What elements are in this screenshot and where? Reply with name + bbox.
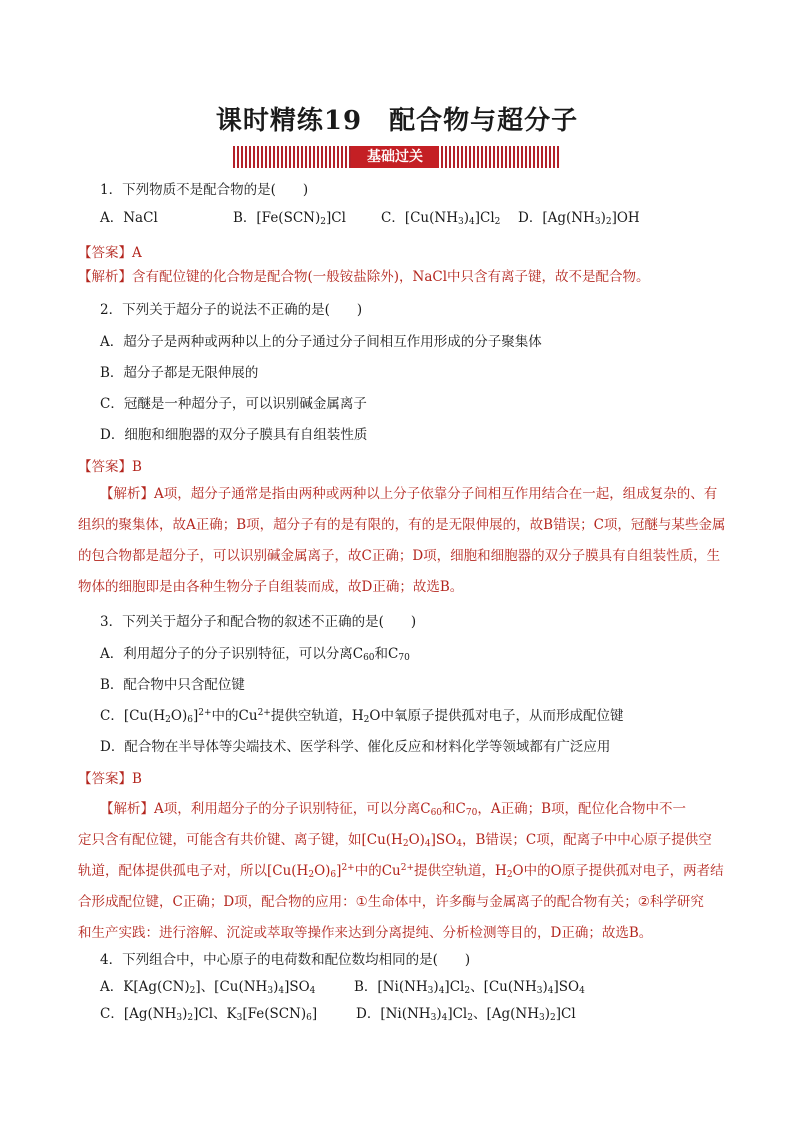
page-title: 课时精练19 配合物与超分子 (215, 106, 579, 136)
q3-analysis-line-5: 和生产实践：进行溶解、沉淀或萃取等操作来达到分离提纯、分析检测等目的，D正确；故选B。 (78, 925, 653, 941)
q1-option-d: D．$[Ag(NH_3)_2]OH$ (518, 210, 640, 227)
q4-stem: 4．下列组合中，中心原子的电荷数和配位数均相同的是( ) (100, 952, 471, 968)
section-banner-label: 基础过关 (351, 146, 439, 168)
q4-option-c: C．$[Ag(NH_3)_2]Cl$、$K_3[Fe(SCN)_6]$ (100, 1006, 318, 1023)
q2-option-d: D．细胞和细胞器的双分子膜具有自组装性质 (100, 427, 368, 443)
q3-answer: 【答案】B (78, 771, 142, 787)
q1-option-b: B．$[Fe(SCN)_2]Cl$ (233, 210, 346, 227)
q3-analysis-line-1: 【解析】A项，利用超分子的分子识别特征，可以分离$C_{60}$和$C_{70}$，A正确；B项，配位化合物中不一 (100, 801, 686, 818)
q3-option-d: D．配合物在半导体等尖端技术、医学科学、催化反应和材料化学等领域都有广泛应用 (100, 739, 611, 755)
q1-option-c: C．$[Cu(NH_3)_4]Cl_2$ (381, 210, 501, 227)
q2-option-b: B．超分子都是无限伸展的 (100, 365, 259, 381)
q1-answer: 【答案】A (78, 245, 142, 261)
q3-analysis-line-3: 轨道，配体提供孤电子对，所以$[Cu(H_2O)_6]^{2+}$中的$Cu^{2+}$提供空轨道，$H_2O$中的O原子提供孤对电子，两者结 (78, 863, 724, 880)
q3-option-c: C．$[Cu(H_2O)_6]^{2+}$中的$Cu^{2+}$提供空轨道，$H_2O$中氧原子提供孤对电子，从而形成配位键 (100, 708, 624, 725)
q3-option-b: B．配合物中只含配位键 (100, 677, 245, 693)
q3-option-a: A．利用超分子的分子识别特征，可以分离$C_{60}$和$C_{70}$ (100, 646, 410, 663)
q3-analysis-line-2: 定只含有配位键，可能含有共价键、离子键，如$[Cu(H_2O)_4]SO_4$，B错误；C项，配离子中中心原子提供空 (78, 832, 712, 849)
q2-option-c: C．冠醚是一种超分子，可以识别碱金属离子 (100, 396, 367, 412)
q4-option-a: A．$K[Ag(CN)_2]$、$[Cu(NH_3)_4]SO_4$ (100, 979, 316, 996)
q4-option-b: B．$[Ni(NH_3)_4]Cl_2$、$[Cu(NH_3)_4]SO_4$ (354, 979, 585, 996)
q1-option-a: A．NaCl (100, 210, 158, 226)
q1-analysis: 【解析】含有配位键的化合物是配合物(一般铵盐除外)，NaCl中只含有离子键，故不是配合物。 (78, 269, 650, 285)
q4-option-d: D．$[Ni(NH_3)_4]Cl_2$、$[Ag(NH_3)_2]Cl$ (356, 1006, 576, 1023)
section-banner (233, 146, 559, 168)
q2-stem: 2．下列关于超分子的说法不正确的是( ) (100, 302, 363, 318)
q2-option-a: A．超分子是两种或两种以上的分子通过分子间相互作用形成的分子聚集体 (100, 334, 542, 350)
q2-analysis: 【解析】A项，超分子通常是指由两种或两种以上分子依靠分子间相互作用结合在一起，组成复杂的、有组织的聚集体，故A正确；B项，超分子有的是有限的，有的是无限伸展的，故B错误；C项，冠醚与某些金属的包合物都是超分子，可以识别碱金属离子，故C正确；D项，细胞和细胞器的双分子膜具有自组装性质，生物体的细胞即是由各种生物分子自组装而成，故D正确；故选B。 (78, 486, 726, 595)
q1-stem: 1．下列物质不是配合物的是( ) (100, 182, 309, 198)
q3-analysis-line-4: 合形成配位键，C正确；D项，配合物的应用：①生命体中，许多酶与金属离子的配合物有关；②科学研究 (78, 894, 704, 910)
q3-stem: 3．下列关于超分子和配合物的叙述不正确的是( ) (100, 614, 417, 630)
q2-answer: 【答案】B (78, 459, 142, 475)
